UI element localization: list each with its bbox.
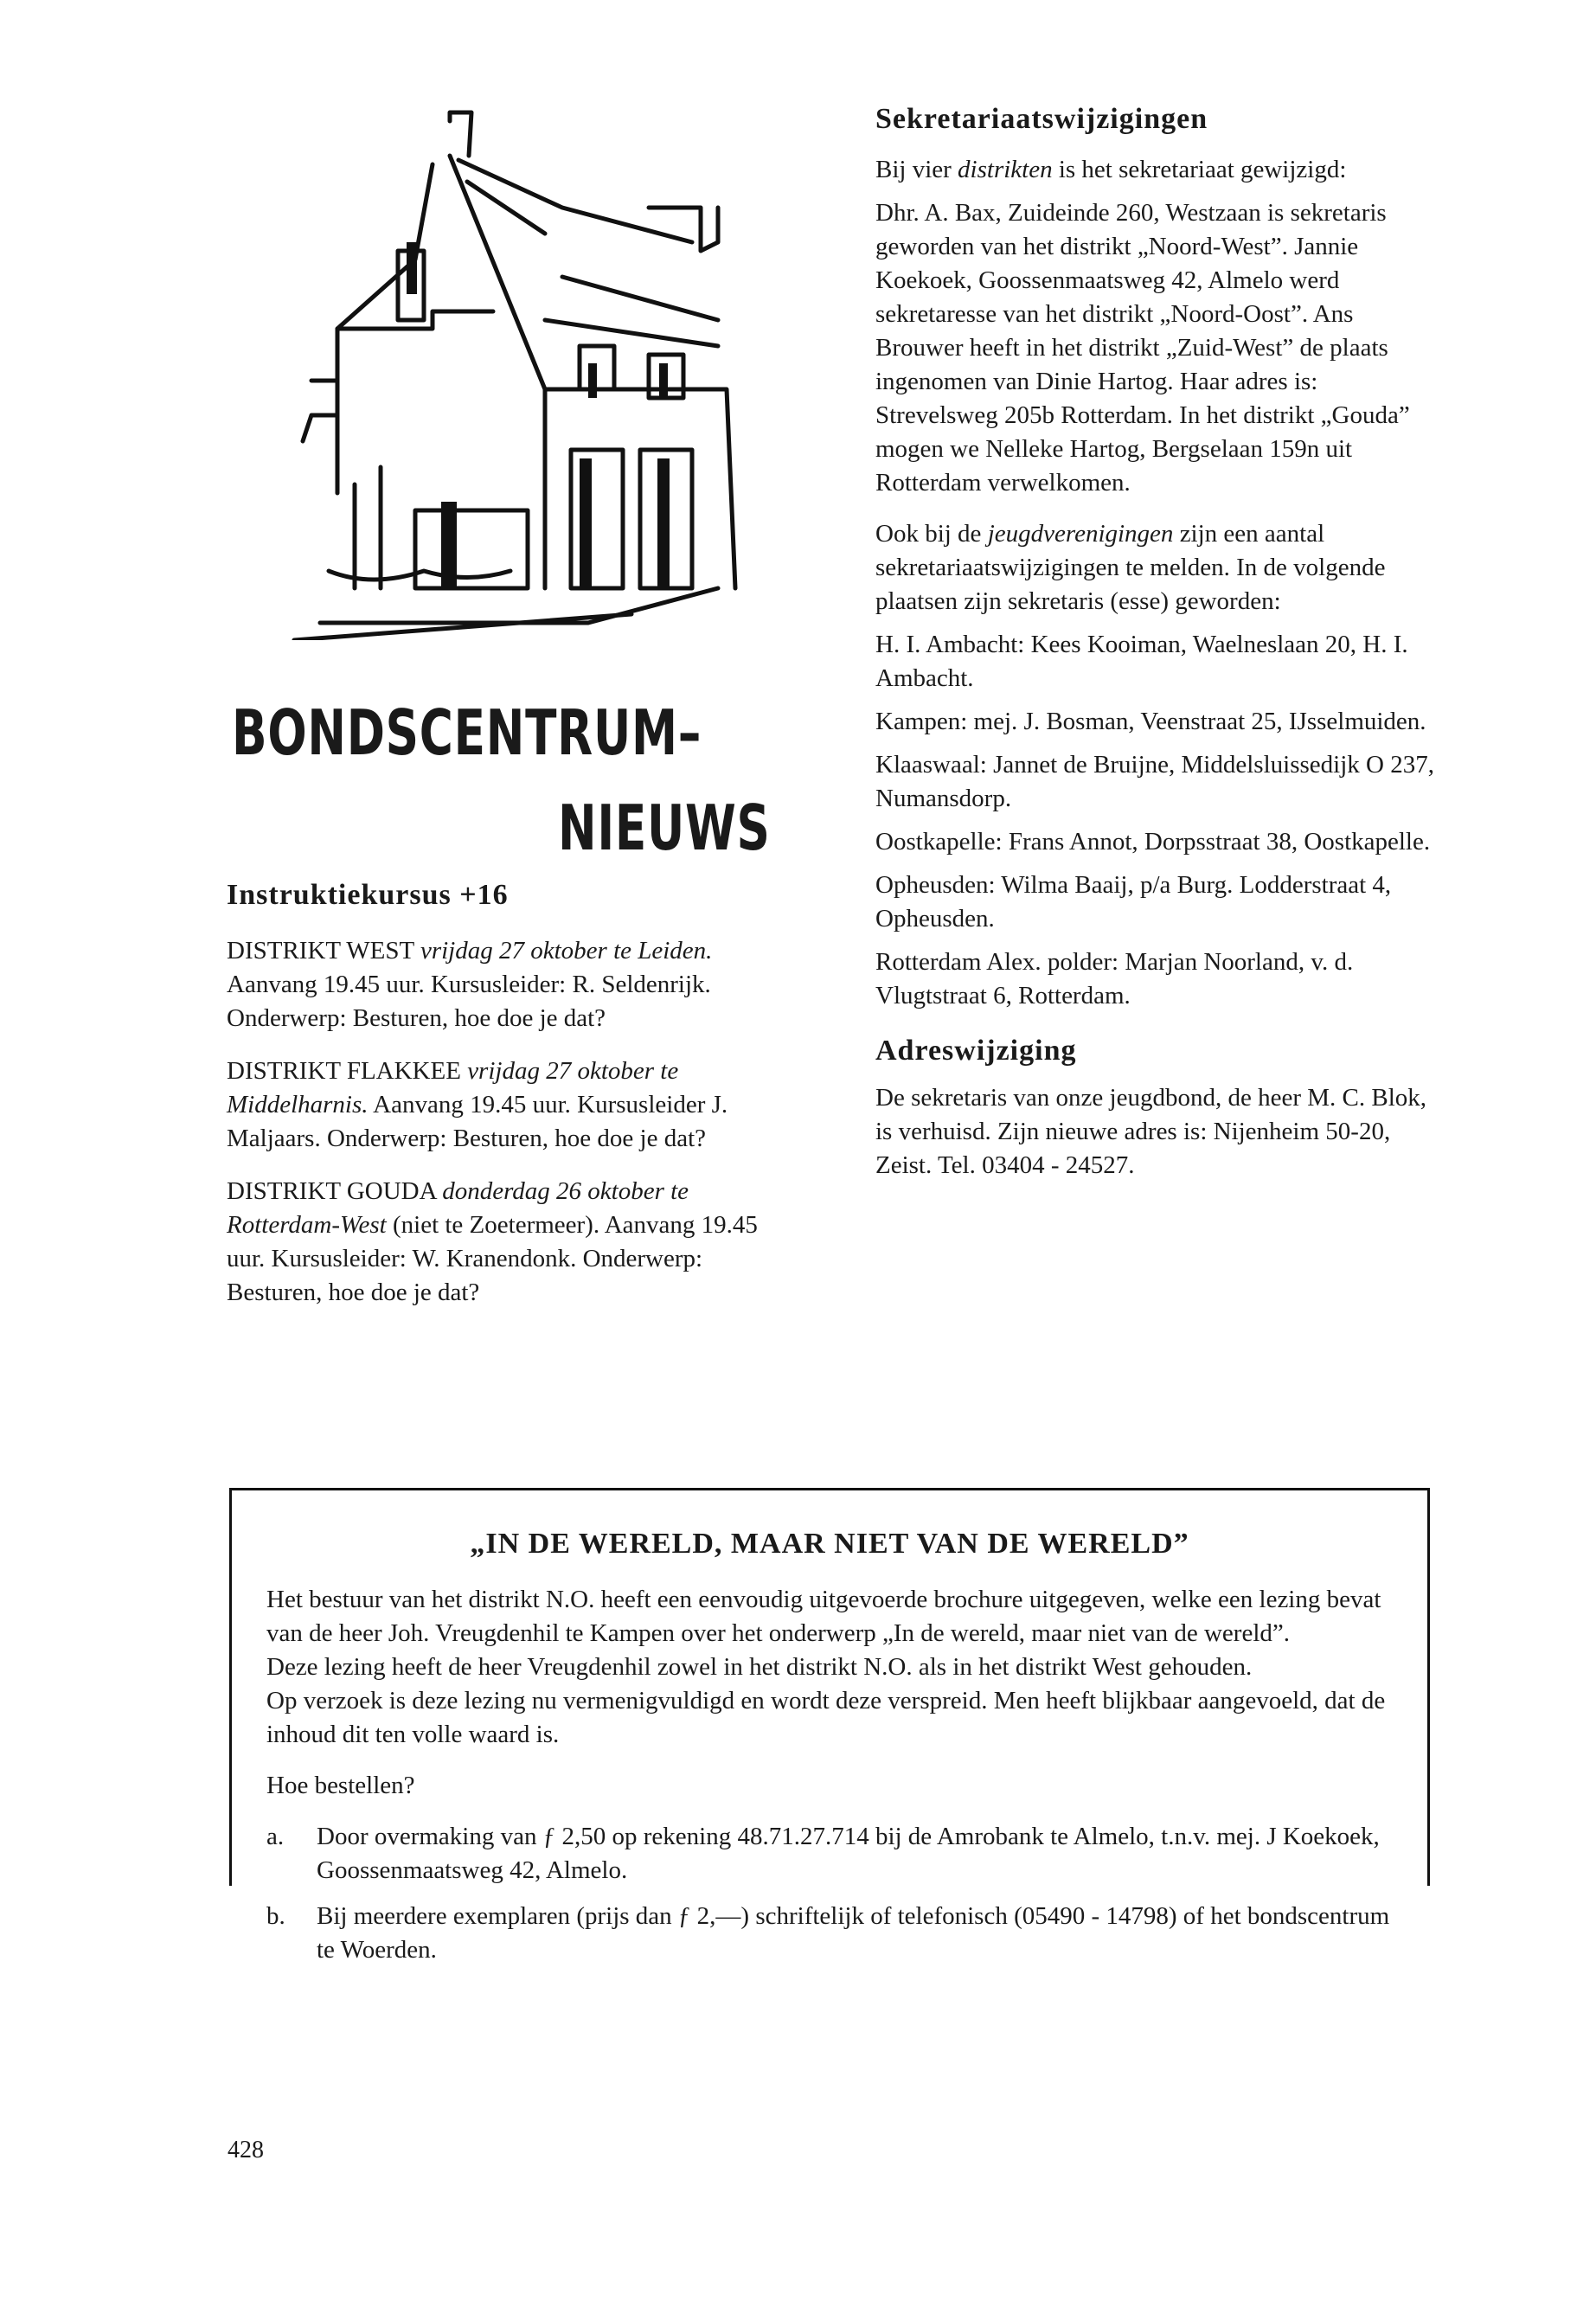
brochure-notice-box <box>229 1488 1430 1964</box>
section-heading-sekretariaat: Sekretariaatswijzigingen <box>875 103 1208 135</box>
order-option-text: Bij meerdere exemplaren (prijs dan ƒ 2,—) schriftelijk of telefonisch (05490 - 14798) of het bondscentrum te Woerden. <box>317 1902 1390 1964</box>
notice-paragraph: Deze lezing heeft de heer Vreugdenhil zowel in het distrikt N.O. als in het distrikt West gehouden. <box>266 1653 1253 1681</box>
secretary-entry: H. I. Ambacht: Kees Kooiman, Waelneslaan 20, H. I. Ambacht. <box>875 631 1408 692</box>
masthead-line-2: NIEUWS <box>558 792 771 864</box>
order-option <box>266 1820 1393 1888</box>
section-heading-adreswijziging: Adreswijziging <box>875 1035 1077 1067</box>
left-column <box>227 878 793 1319</box>
order-question: Hoe bestellen? <box>266 1772 415 1799</box>
order-option-text: Door overmaking van ƒ 2,50 op rekening 48.71.27.714 bij de Amrobank te Almelo, t.n.v. mej. J Koekoek, Goossenmaatsweg 42, Almelo. <box>317 1823 1380 1884</box>
course-paragraph: DISTRIKT WEST vrijdag 27 oktober te Leiden. Aanvang 19.45 uur. Kursusleider: R. Seldenrijk. Onderwerp: Besturen, hoe doe je dat? <box>227 937 713 1032</box>
secretary-entry: Rotterdam Alex. polder: Marjan Noorland, v. d. Vlugtstraat 6, Rotterdam. <box>875 948 1354 1009</box>
intro-paragraph: Bij vier distrikten is het sekretariaat gewijzigd: <box>875 156 1347 183</box>
notice-paragraph: Op verzoek is deze lezing nu vermenigvuldigd en wordt deze verspreid. Men heeft blijkbaar aangevoeld, dat de inhoud dit ten volle waard is. <box>266 1687 1386 1748</box>
order-option <box>266 1900 1393 1967</box>
secretary-entry: Kampen: mej. J. Bosman, Veenstraat 25, IJsselmuiden. <box>875 708 1426 735</box>
order-option-label: b. <box>266 1902 285 1930</box>
district-changes-paragraph: Dhr. A. Bax, Zuideinde 260, Westzaan is sekretaris geworden van het distrikt „Noord-West”. Jannie Koekoek, Goossenmaatsweg 42, Almelo werd sekretaresse van het distrikt „Noord-Oost”. Ans Brouwer heeft in het distrikt „Zuid-West” de plaats ingenomen van Dinie Hartog. Haar adres is: Strevelsweg 205b Rotterdam. In het distrikt „Gouda” mogen we Nelleke Hartog, Bergselaan 159n uit Rotterdam verwelkomen. <box>875 199 1410 497</box>
address-change-paragraph: De sekretaris van onze jeugdbond, de heer M. C. Blok, is verhuisd. Zijn nieuwe adres is: Nijenheim 50-20, Zeist. Tel. 03404 - 24527. <box>875 1084 1427 1179</box>
secretary-entry: Opheusden: Wilma Baaij, p/a Burg. Lodderstraat 4, Opheusden. <box>875 871 1392 933</box>
notice-paragraph: Het bestuur van het distrikt N.O. heeft een eenvoudig uitgevoerde brochure uitgegeven, welke een lezing bevat van de heer Joh. Vreugdenhil te Kampen over het onderwerp „In de wereld, maar niet van de wereld”. <box>266 1586 1381 1647</box>
right-column <box>875 102 1438 1192</box>
order-option-label: a. <box>266 1823 285 1850</box>
course-paragraph: DISTRIKT FLAKKEE vrijdag 27 oktober te Middelharnis. Aanvang 19.45 uur. Kursusleider J. Maljaars. Onderwerp: Besturen, hoe doe je dat? <box>227 1057 728 1152</box>
youth-paragraph: Ook bij de jeugdverenigingen zijn een aantal sekretariaatswijzigingen te melden. In de volgende plaatsen zijn sekretaris (esse) geworden: <box>875 520 1386 615</box>
notice-title: „IN DE WERELD, MAAR NIET VAN DE WERELD” <box>470 1528 1189 1560</box>
page-number: 428 <box>228 2137 264 2163</box>
secretary-entry: Klaaswaal: Jannet de Bruijne, Middelsluissedijk O 237, Numansdorp. <box>875 751 1434 812</box>
masthead-line-1: BONDSCENTRUM– <box>232 696 702 769</box>
course-paragraph: DISTRIKT GOUDA donderdag 26 oktober te Rotterdam-West (niet te Zoetermeer). Aanvang 19.45 uur. Kursusleider: W. Kranendonk. Onderwerp: Besturen, hoe doe je dat? <box>227 1177 758 1306</box>
secretary-entry: Oostkapelle: Frans Annot, Dorpsstraat 38, Oostkapelle. <box>875 828 1431 856</box>
house-sketch-icon <box>285 104 753 640</box>
section-heading-instruktiekursus: Instruktiekursus +16 <box>227 879 509 911</box>
